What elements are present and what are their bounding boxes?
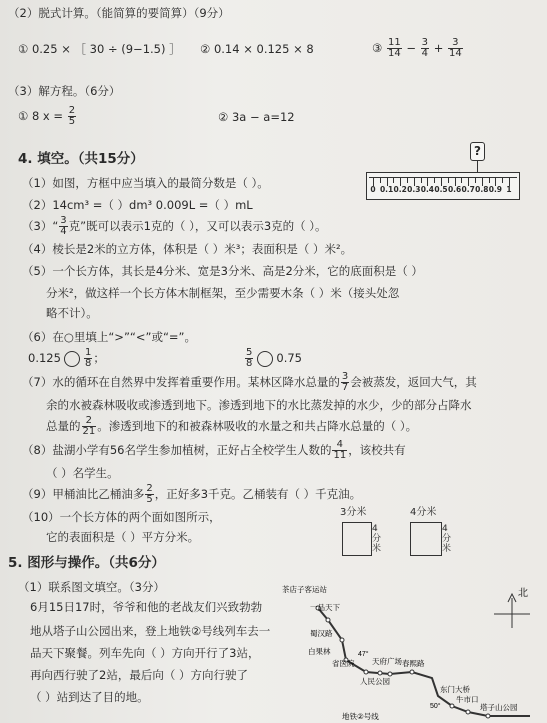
ruler-label: 0.8 [475, 185, 489, 194]
fill-q7-line3: 总量的 $\frac{2}{21}$ 。渗透到地下的和被森林吸收的水量之和共占降水总量的（ ）。 [46, 415, 418, 437]
story-line-1: 6月15日17时，爷爷和他的老战友们兴致勃勃 [30, 600, 263, 614]
fill-q6-title: （6）在○里填上“>”“<”或“=”。 [22, 330, 197, 344]
station-dot [450, 704, 454, 708]
ruler-label: 0.3 [407, 185, 421, 194]
station-label: 春熙路 [402, 659, 425, 668]
north-label: 北 [518, 588, 528, 599]
face2-top-label: 4分米 [410, 507, 437, 518]
ruler-tick [434, 177, 435, 183]
calc-question-2: ② 0.14 × 0.125 × 8 [200, 42, 314, 56]
station-dot [486, 714, 490, 718]
station-label: 一品天下 [310, 603, 340, 612]
ruler-tick [489, 177, 490, 183]
ruler-tick [461, 177, 462, 183]
ruler-label: 0.2 [393, 185, 407, 194]
station-label: 茶店子客运站 [282, 585, 327, 594]
station-label: 天府广场 [372, 657, 402, 666]
face2-side-label: 4分米 [442, 524, 452, 554]
section-5-title: 5. 图形与操作。（共6分） [8, 555, 165, 571]
ruler-tick [421, 177, 422, 183]
question-mark-box: ? [470, 142, 485, 161]
ruler-tick [380, 177, 381, 183]
section-5-q1: （1）联系图文填空。（3分） [18, 580, 165, 594]
ruler-label: 0.5 [434, 185, 448, 194]
fill-q9: （9）甲桶油比乙桶油多 $\frac{2}{5}$ ，正好多3千克。乙桶装有（ ）千克油。 [22, 483, 362, 505]
fill-q5-line3: 略不计）。 [46, 306, 98, 320]
ruler-tick [393, 177, 394, 183]
angle-2: 50° [430, 703, 441, 710]
station-dot [364, 670, 368, 674]
line-label: 地铁②号线 [342, 712, 379, 721]
equation-1: ① 8 x = $\frac{2}{5}$ [18, 105, 76, 127]
station-label: 省医院 [332, 659, 355, 668]
station-label: 人民公园 [360, 677, 390, 686]
station-label: 塔子山公园 [480, 703, 518, 712]
ruler-tick [407, 177, 408, 183]
station-dot [340, 638, 344, 642]
number-ruler [366, 172, 520, 200]
ruler-label: 0.9 [488, 185, 503, 194]
story-line-5: （ ）站到达了目的地。 [30, 690, 149, 704]
station-dot [388, 672, 392, 676]
question-pointer [477, 160, 478, 172]
metro-map [280, 578, 542, 723]
station-label: 蜀汉路 [310, 629, 333, 638]
ruler-tick [502, 177, 503, 183]
cuboid-face-2 [410, 522, 442, 556]
ruler-tick [475, 177, 476, 183]
fill-q5-line1: （5）一个长方体，其长是4分米、宽是3分米、高是2分米，它的底面积是（ ） [22, 264, 423, 278]
fill-q8-line2: （ ）名学生。 [46, 466, 119, 480]
ruler-tick [448, 177, 449, 183]
fill-q7-line1: （7）水的循环在自然界中发挥着重要作用。某林区降水总量的 $\frac{3}{7}$ 会被蒸发，返回大气，其 [22, 371, 477, 393]
equation-2: ② 3a − a=12 [218, 110, 295, 124]
ruler-label: 1 [506, 185, 512, 194]
station-dot [326, 618, 330, 622]
fill-q1: （1）如图，方框中应当填入的最简分数是（ ）。 [22, 176, 269, 190]
story-line-2: 地从塔子山公园出来，登上地铁②号线列车去一 [30, 624, 271, 638]
fill-q3: （3）“ $\frac{3}{4}$ 克”既可以表示1克的（ ），又可以表示3克的（ ）。 [22, 215, 327, 237]
ruler-label: 0.4 [420, 185, 435, 194]
section-4-title: 4. 填空。（共15分） [18, 151, 144, 167]
calc-question-3: ③ $\frac{11}{14}$ − $\frac{3}{4}$ + $\frac{3}{14}$ [372, 37, 462, 59]
fill-q7-line2: 余的水被森林吸收或渗透到地下。渗透到地下的水比蒸发掉的水少，少的部分占降水 [46, 398, 472, 412]
fill-q8-line1: （8）盐湖小学有56名学生参加植树，正好占全校学生人数的 $\frac{4}{11}$ ，该校共有 [22, 439, 406, 461]
station-dot [410, 670, 414, 674]
station-label: 白果林 [308, 647, 331, 656]
face1-top-label: 3分米 [340, 507, 367, 518]
story-line-4: 再向西行驶了2站，最后向（ ）方向行驶了 [30, 668, 248, 682]
ruler-label: 0 [370, 185, 376, 194]
fill-q10-line1: （10）一个长方体的两个面如图所示， [22, 510, 221, 524]
compare-circle-b[interactable] [257, 351, 273, 367]
section-3-title: （3）解方程。（6分） [8, 84, 121, 98]
calc-question-1: ① 0.25 × ［ 30 ÷ (9−1.5) ］ [18, 42, 181, 56]
ruler-label: 0.7 [461, 185, 475, 194]
fill-q10-line2: 它的表面积是（ ）平方分米。 [46, 530, 200, 544]
angle-1: 47° [358, 651, 369, 658]
fill-q4: （4）棱长是2米的立方体，体积是（ ）米³；表面积是（ ）米²。 [22, 242, 353, 256]
ruler-label: 0.6 [447, 185, 462, 194]
section-2-title: （2）脱式计算。（能简算的要简算）（9分） [8, 6, 230, 20]
fill-q6-compare-b: $\frac{5}{8}$ 0.75 [246, 347, 302, 369]
story-line-3: 品天下聚餐。列车先向（ ）方向开行了3站， [30, 646, 260, 660]
face1-side-label: 4分米 [372, 524, 382, 554]
cuboid-face-1 [342, 522, 372, 556]
station-dot [378, 671, 382, 675]
fill-q2: （2）14cm³ =（ ）dm³ 0.009L =（ ）mL [22, 198, 253, 212]
fill-q6-compare-a: 0.125 $\frac{1}{8}$ ； [28, 347, 105, 369]
compare-circle-a[interactable] [64, 351, 80, 367]
station-label: 东门大桥 [440, 685, 470, 694]
station-label: 牛市口 [456, 695, 479, 704]
station-dot [466, 710, 470, 714]
fill-q5-line2: 分米²，做这样一个长方体木制框架，至少需要木条（ ）米（接头处忽 [46, 286, 400, 300]
ruler-label: 0.1 [379, 185, 394, 194]
